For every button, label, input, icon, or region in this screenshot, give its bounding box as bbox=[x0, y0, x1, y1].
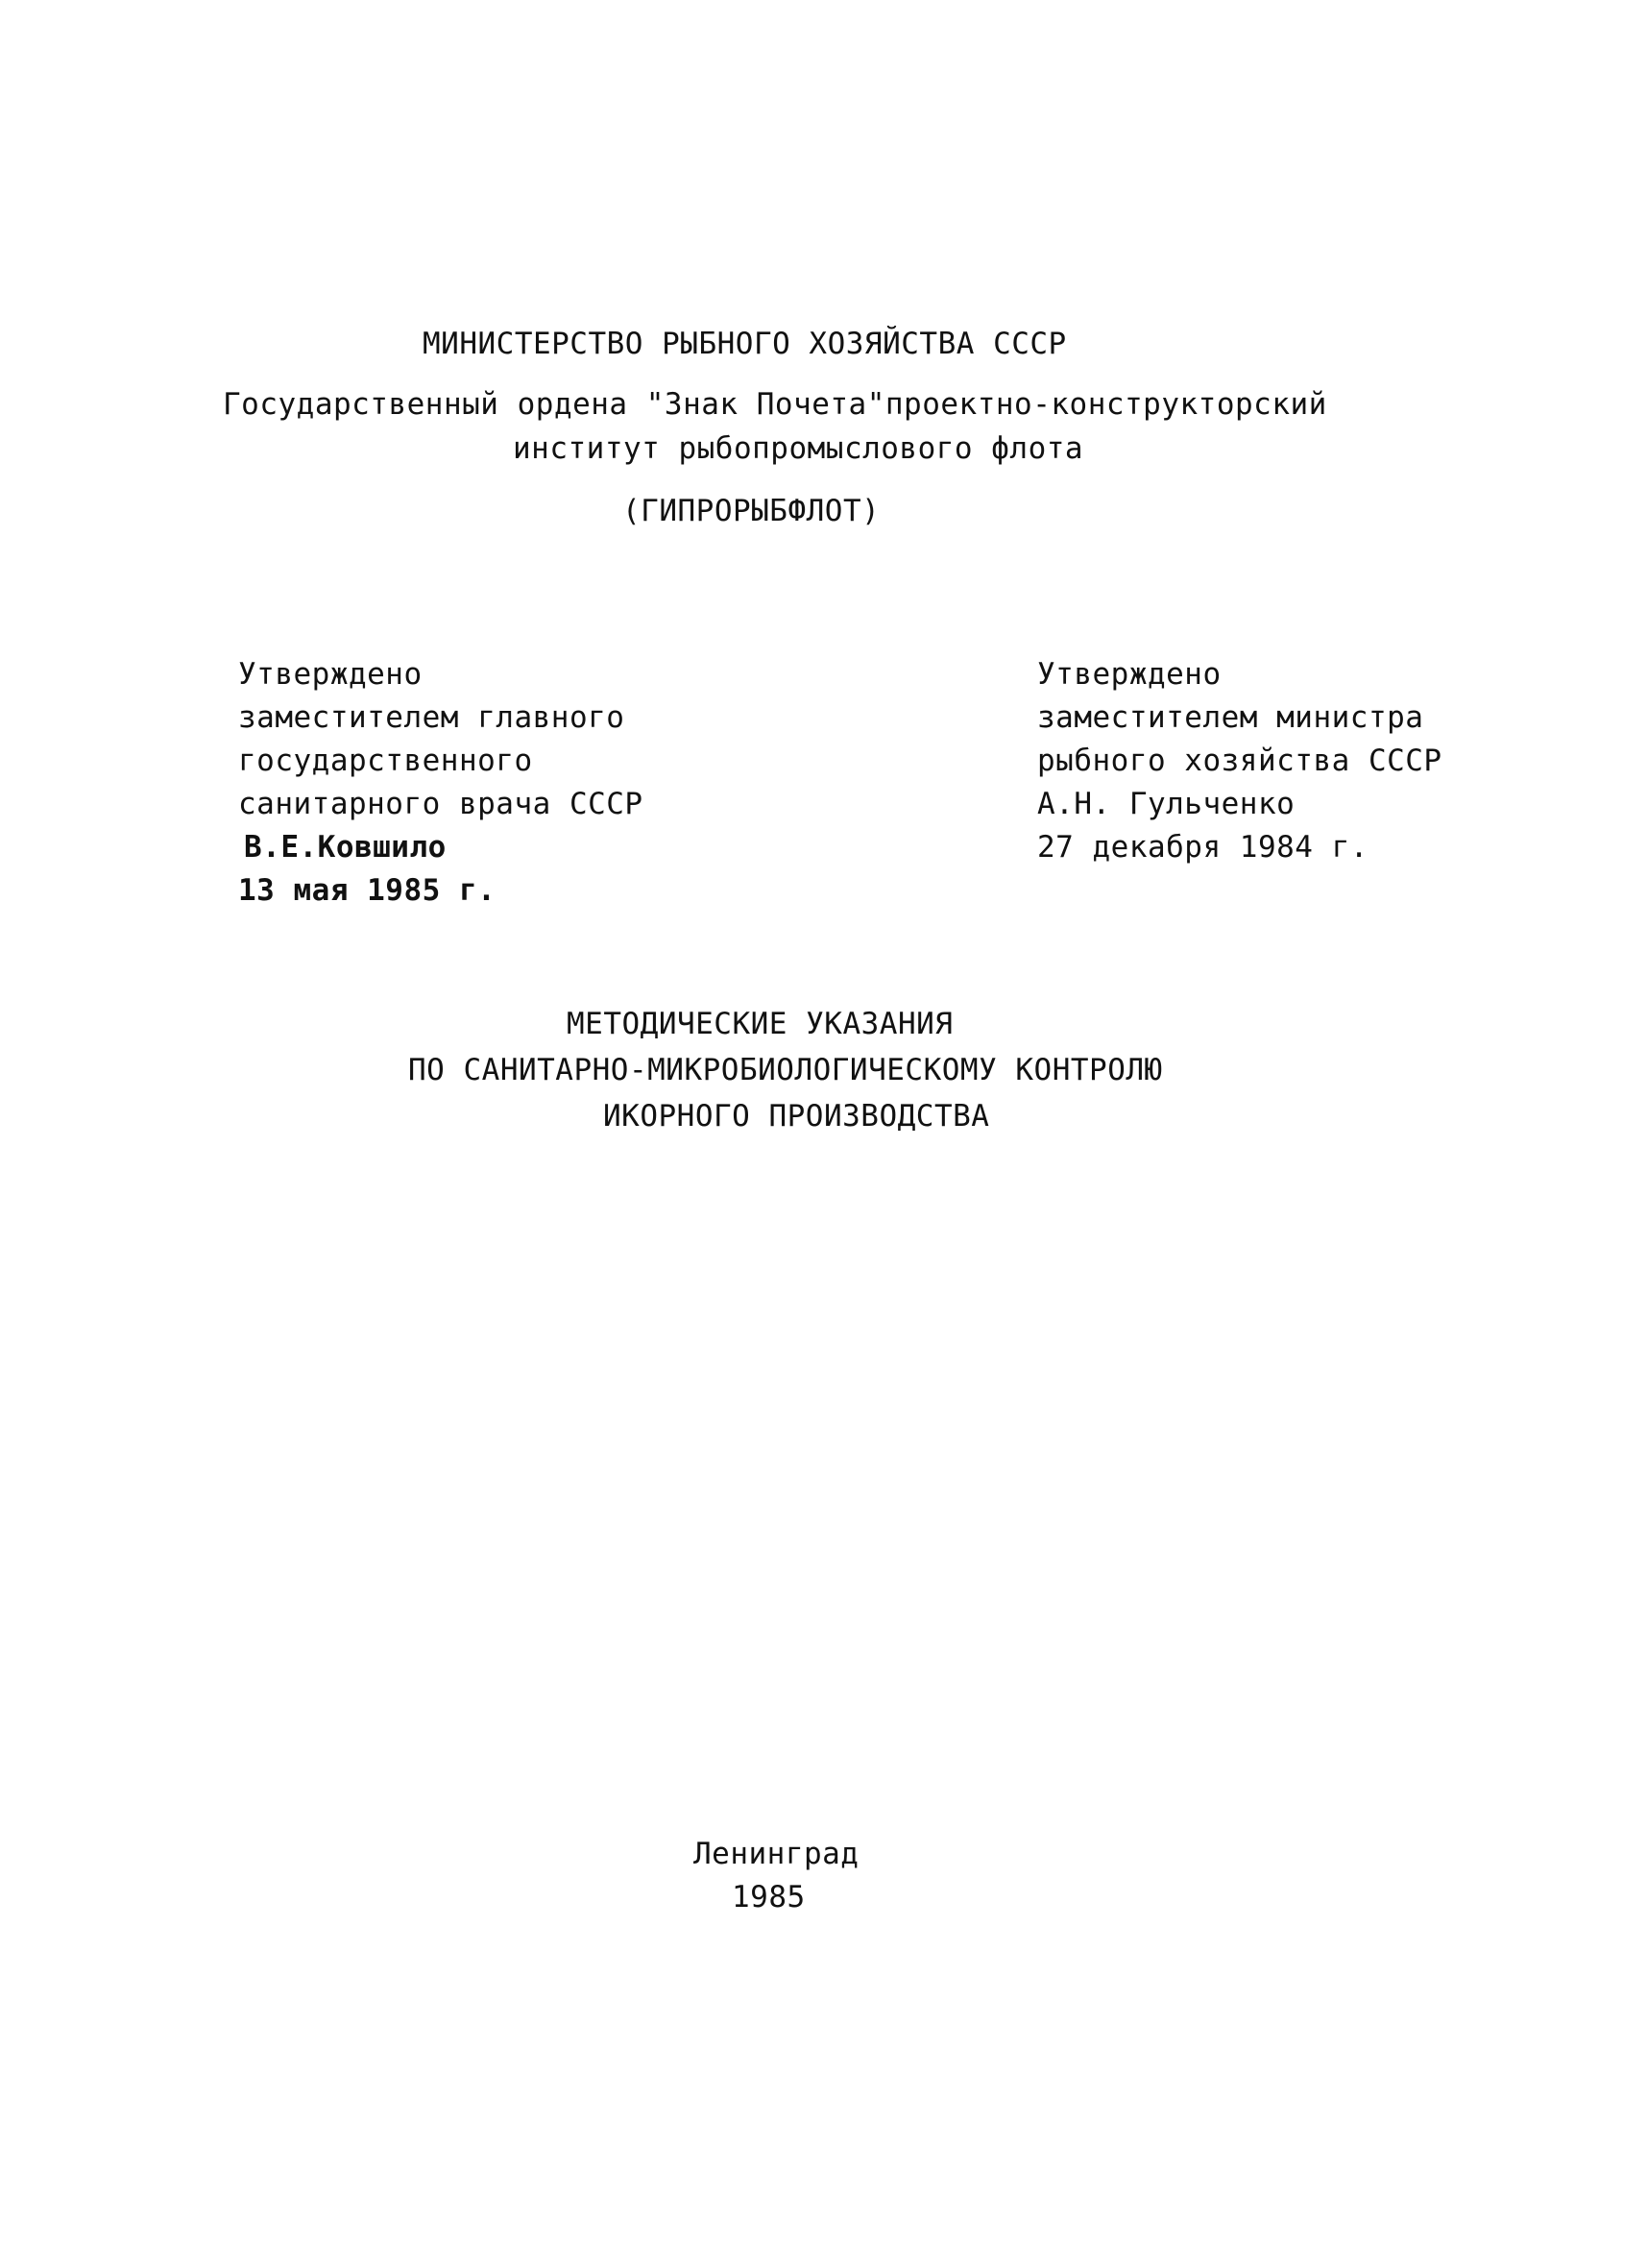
publication-year: 1985 bbox=[732, 1880, 806, 1914]
document-title-line3: ИКОРНОГО ПРОИЗВОДСТВА bbox=[603, 1099, 990, 1134]
approval-block-left bbox=[238, 653, 643, 913]
document-title-line1: МЕТОДИЧЕСКИЕ УКАЗАНИЯ bbox=[567, 1007, 954, 1041]
approval-right-signatory: А.Н. Гульченко bbox=[1037, 787, 1296, 821]
approval-left-line: заместителем главного bbox=[238, 700, 625, 735]
approval-left-date: 13 мая 1985 г. bbox=[238, 873, 497, 908]
approval-left-signatory: В.Е.Ковшило bbox=[244, 830, 447, 865]
ministry-heading: МИНИСТЕРСТВО РЫБНОГО ХОЗЯЙСТВА СССР bbox=[423, 327, 1067, 361]
approval-right-line: рыбного хозяйства СССР bbox=[1037, 744, 1442, 778]
approval-block-right bbox=[1037, 653, 1442, 869]
institute-abbreviation: (ГИПРОРЫБФЛОТ) bbox=[622, 494, 881, 528]
approval-left-line: государственного bbox=[238, 744, 533, 778]
approval-right-line: Утверждено bbox=[1037, 657, 1222, 692]
approval-right-line: заместителем министра bbox=[1037, 700, 1424, 735]
document-title-line2: ПО САНИТАРНО-МИКРОБИОЛОГИЧЕСКОМУ КОНТРОЛЮ bbox=[408, 1053, 1163, 1087]
publication-city: Ленинград bbox=[693, 1837, 860, 1871]
approval-right-date: 27 декабря 1984 г. bbox=[1037, 830, 1368, 865]
approval-left-line: Утверждено bbox=[238, 657, 423, 692]
institute-name-line2: институт рыбопромыслового флота bbox=[513, 431, 1084, 466]
institute-name-line1: Государственный ордена "Знак Почета"проектно-конструкторский bbox=[223, 387, 1327, 422]
approval-left-line: санитарного врача СССР bbox=[238, 787, 643, 821]
